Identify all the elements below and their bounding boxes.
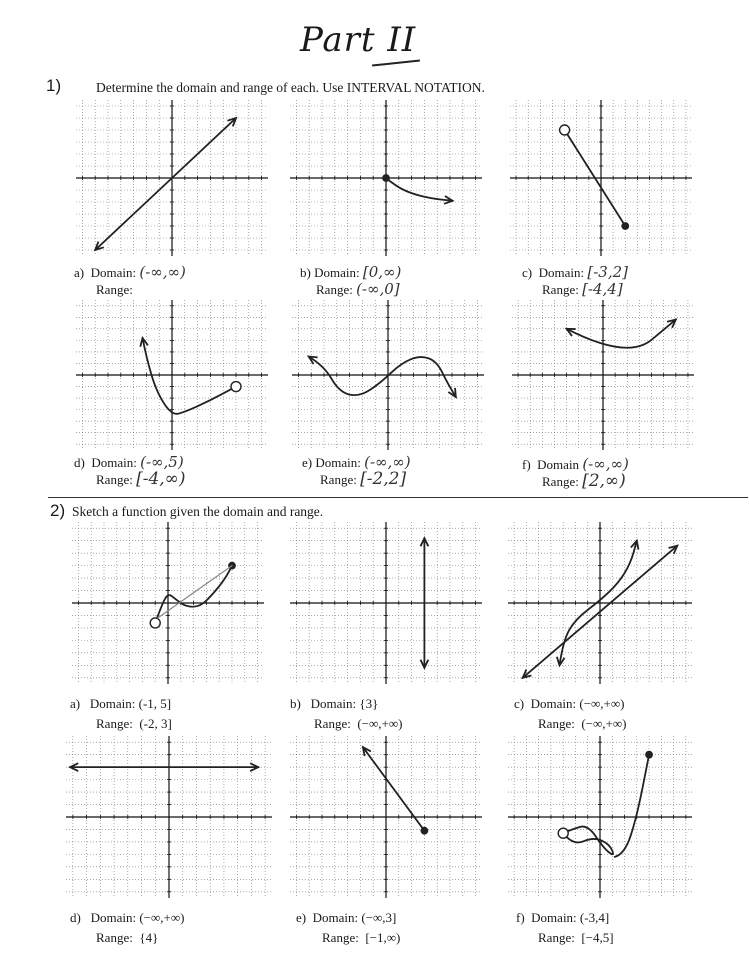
q1c-domain-label: Domain: — [538, 265, 585, 280]
q2d-range-value: {4} — [139, 930, 159, 945]
q1c-label — [522, 264, 628, 298]
q2c-range-value: (−∞,+∞) — [581, 716, 627, 731]
q2b-range-label: Range: — [314, 716, 351, 731]
q1f-domain-answer: (-∞,∞) — [582, 455, 629, 473]
q1f-domain-label: Domain — [537, 457, 580, 472]
q1b-graph — [290, 100, 482, 256]
q2a-domain-label: Domain: — [89, 696, 136, 711]
q1d-range-answer: [-4,∞) — [136, 469, 186, 489]
closed-endpoint — [646, 751, 652, 757]
q1b-label — [300, 264, 401, 298]
q2b-graph — [290, 522, 482, 684]
q2b-letter: b) — [290, 696, 301, 711]
q2b-range-value: (−∞,+∞) — [357, 716, 403, 731]
q2f-label — [516, 908, 614, 948]
q2f-domain-value: (-3,4] — [579, 910, 610, 925]
q2a-range-value: (-2, 3] — [139, 716, 172, 731]
q1e-range-label: Range: — [320, 472, 357, 487]
q2e-domain-label: Domain: — [312, 910, 359, 925]
q2c-domain-value: (−∞,+∞) — [579, 696, 625, 711]
q1d-label — [74, 454, 185, 488]
q1e-graph — [292, 300, 484, 450]
q2f-letter: f) — [516, 910, 525, 925]
q1d-range-label: Range: — [96, 472, 133, 487]
q1f-range-label: Range: — [542, 474, 579, 489]
q1e-range-answer: [-2,2] — [360, 469, 407, 489]
q1c-letter: c) — [522, 265, 533, 280]
function-curve — [567, 320, 676, 348]
closed-endpoint — [421, 828, 427, 834]
open-endpoint — [558, 828, 568, 838]
function-curve — [158, 566, 232, 618]
q1a-domain-label: Domain: — [90, 265, 137, 280]
page-title: Part II — [300, 20, 417, 60]
q2c-label — [514, 694, 626, 734]
q1b-domain-answer: [0,∞) — [362, 263, 402, 281]
q2b-domain-label: Domain: — [310, 696, 357, 711]
q1a-domain-answer: (-∞,∞) — [139, 263, 186, 281]
q2e-range-value: [−1,∞) — [365, 930, 401, 945]
q1d-domain-answer: (-∞,5) — [140, 453, 184, 471]
q1a-range-label: Range: — [96, 282, 133, 297]
function-curve — [615, 755, 649, 857]
q2f-range-value: [−4,5] — [581, 930, 614, 945]
q2c-graph — [508, 522, 692, 684]
question-2-instruction: Sketch a function given the domain and range. — [72, 504, 324, 519]
q1d-domain-label: Domain: — [91, 455, 137, 470]
q2d-domain-value: (−∞,+∞) — [139, 910, 185, 925]
q1c-range-answer: [-4,4] — [582, 280, 623, 298]
q2d-domain-label: Domain: — [90, 910, 137, 925]
q2a-label — [70, 694, 172, 734]
q1b-range-label: Range: — [316, 282, 353, 297]
q1c-range-label: Range: — [542, 282, 579, 297]
q1d-letter: d) — [74, 455, 85, 470]
q2e-letter: e) — [296, 910, 307, 925]
function-curve — [95, 118, 236, 250]
q1b-letter: b) — [300, 265, 311, 280]
q2e-graph — [290, 736, 482, 898]
q2c-domain-label: Domain: — [530, 696, 577, 711]
q1a-label — [74, 264, 186, 298]
function-curve — [309, 357, 456, 397]
closed-endpoint — [622, 223, 628, 229]
q2e-range-label: Range: — [322, 930, 359, 945]
q2e-label — [296, 908, 400, 948]
q1f-label — [522, 456, 629, 490]
function-curve — [563, 827, 613, 855]
q2c-letter: c) — [514, 696, 525, 711]
title-underline — [372, 59, 420, 66]
q1e-domain-answer: (-∞,∞) — [364, 453, 411, 471]
q1a-graph — [76, 100, 268, 256]
function-curve — [143, 338, 236, 414]
q2f-range-label: Range: — [538, 930, 575, 945]
q2d-range-label: Range: — [96, 930, 133, 945]
q2a-letter: a) — [70, 696, 81, 711]
q2d-letter: d) — [70, 910, 81, 925]
q2b-label — [290, 694, 402, 734]
open-endpoint — [150, 618, 160, 628]
q2f-domain-label: Domain: — [531, 910, 577, 925]
function-curve — [363, 747, 424, 830]
section-divider — [48, 497, 748, 498]
q1e-label — [302, 454, 411, 488]
function-curve — [386, 178, 453, 201]
q2c-range-label: Range: — [538, 716, 575, 731]
q2d-graph — [66, 736, 272, 898]
q2b-domain-value: {3} — [359, 696, 379, 711]
q1b-range-answer: (-∞,0] — [356, 280, 400, 298]
q1f-letter: f) — [522, 457, 531, 472]
q2a-range-label: Range: — [96, 716, 133, 731]
closed-endpoint — [383, 175, 389, 181]
q1c-domain-answer: [-3,2] — [587, 263, 628, 281]
q1a-letter: a) — [74, 265, 85, 280]
q1d-graph — [76, 300, 268, 450]
q2a-graph — [72, 522, 264, 684]
q2f-graph — [508, 736, 692, 898]
question-1-instruction: Determine the domain and range of each. Use INTERVAL NOTATION. — [96, 80, 485, 95]
q1f-range-answer: [2,∞) — [582, 471, 626, 491]
q2e-domain-value: (−∞,3] — [361, 910, 397, 925]
question-1-number: 1) — [46, 76, 62, 95]
question-2-number: 2) — [50, 501, 66, 520]
open-endpoint — [560, 125, 570, 135]
q1e-domain-label: Domain: — [315, 455, 361, 470]
q1f-graph — [512, 300, 694, 450]
open-endpoint — [231, 382, 241, 392]
q1c-graph — [510, 100, 692, 256]
q1e-letter: e) — [302, 455, 313, 470]
q1b-domain-label: Domain: — [314, 265, 360, 280]
q2a-domain-value: (-1, 5] — [138, 696, 172, 711]
q2d-label — [70, 908, 184, 948]
